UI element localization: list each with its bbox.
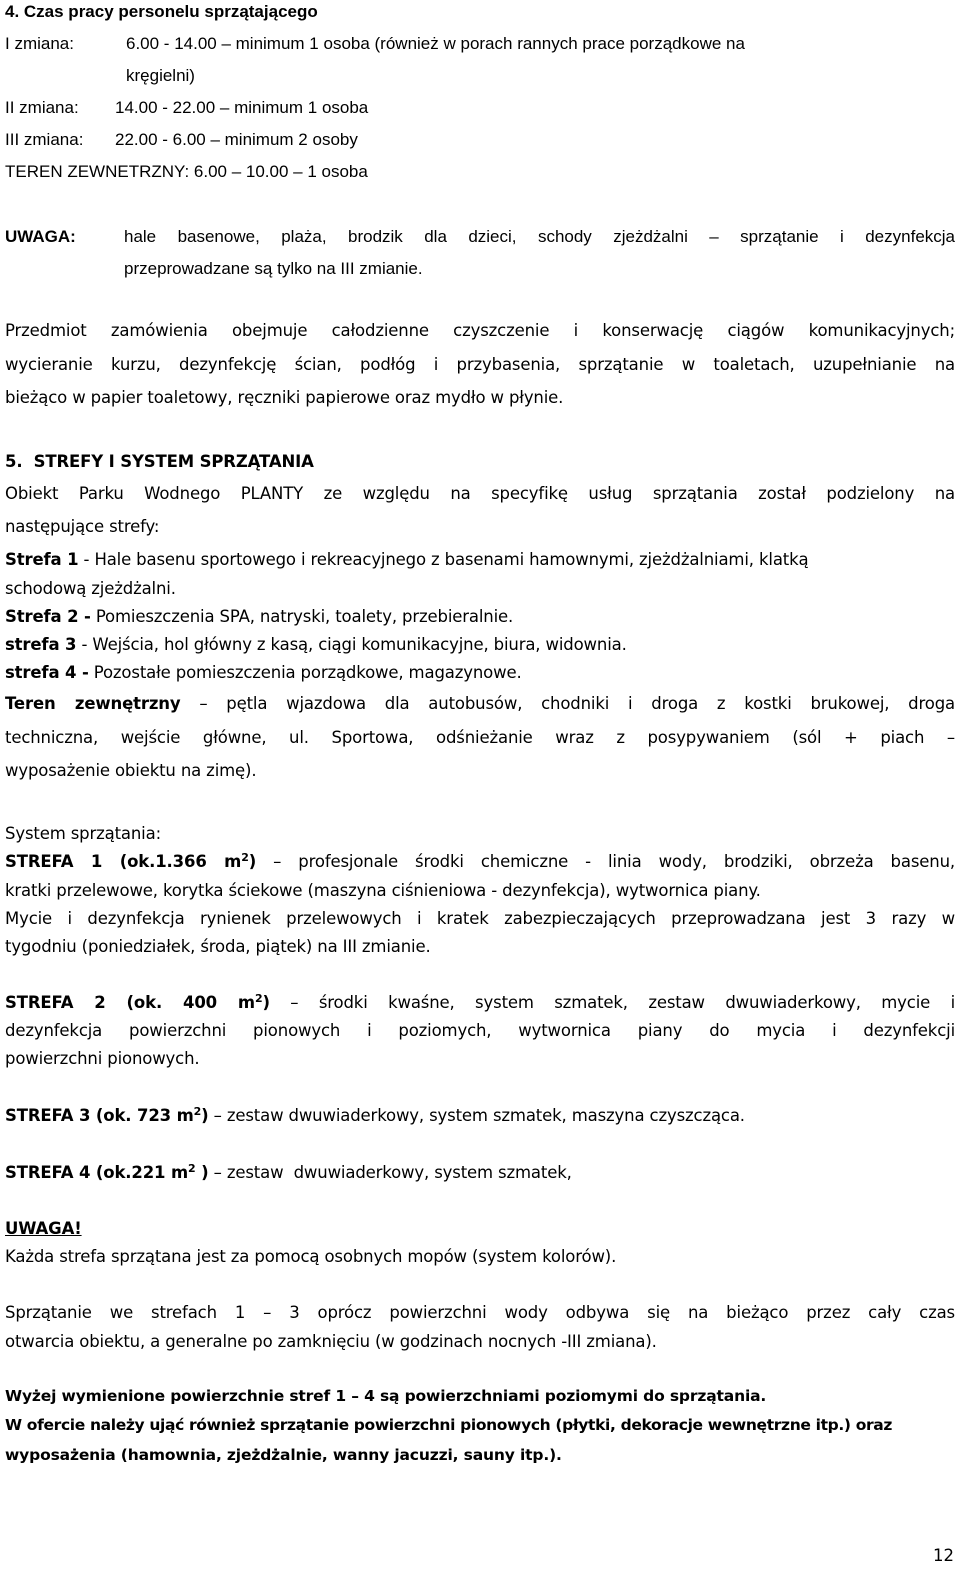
- shift-1-continuation: kręgielni): [126, 66, 195, 85]
- zone-1-sep: -: [78, 550, 95, 569]
- cleaning-line-2: otwarcia obiektu, a generalne po zamknięciu (w godzinach nocnych -III zmiana).: [5, 1332, 657, 1351]
- zone-1-continuation: schodową zjeżdżalni.: [5, 579, 176, 598]
- cleaning-line-1: Sprzątanie we strefach 1 – 3 oprócz powierzchni wody odbywa się na bieżąco przez cały czas: [5, 1303, 955, 1322]
- strefa-1-line-4: tygodniu (poniedziałek, środa, piątek) na III zmianie.: [5, 937, 431, 956]
- shift-outdoor-text: 6.00 – 10.00 – 1 osoba: [193, 162, 368, 181]
- outdoor-zone-line-3: wyposażenie obiektu na zimę).: [5, 761, 257, 780]
- shift-1-text: 6.00 - 14.00 – minimum 1 osoba (również w porach rannych prace porządkowe na: [126, 34, 745, 53]
- section-5-number: 5.: [5, 452, 23, 471]
- shift-2: [5, 97, 368, 119]
- strefa-2-line-1: [5, 992, 955, 1014]
- strefa-3-line: [5, 1105, 745, 1127]
- shift-3: [5, 129, 358, 151]
- strefa-2-label-text: STREFA 2 (ok. 400 m: [5, 993, 255, 1012]
- strefa-1-line-1: [5, 851, 955, 873]
- strefa-2-close: ): [262, 993, 270, 1012]
- shift-3-label: III zmiana:: [5, 130, 84, 149]
- zone-4: [5, 662, 522, 684]
- page-number: 12: [933, 1546, 954, 1565]
- section-5-title: STREFY I SYSTEM SPRZĄTANIA: [33, 452, 314, 471]
- strefa-2-line-2: dezynfekcja powierzchni pionowych i poziomych, wytwornica piany do mycia i dezynfekcji: [5, 1021, 955, 1040]
- outdoor-zone-line-1: [5, 693, 955, 715]
- zone-1-text: Hale basenu sportowego i rekreacyjnego z basenami hamownymi, zjeżdżalniami, klatką: [94, 550, 809, 569]
- strefa-4-label-text: STREFA 4 (ok.221 m: [5, 1163, 189, 1182]
- strefa-4-label: [5, 1163, 209, 1182]
- zone-2: [5, 606, 513, 628]
- strefa-2-text-1: – środki kwaśne, system szmatek, zestaw dwuwiaderkowy, mycie i: [269, 993, 955, 1012]
- strefa-3-sup: 2: [193, 1105, 202, 1118]
- strefa-3-label-text: STREFA 3 (ok. 723 m: [5, 1106, 194, 1125]
- strefa-1-label-text: STREFA 1 (ok.1.366 m: [5, 852, 242, 871]
- note-line-1: Wyżej wymienione powierzchnie stref 1 – 4 są powierzchniami poziomymi do sprzątania.: [5, 1387, 767, 1405]
- strefa-2-label: [5, 993, 270, 1012]
- section-5-heading: [5, 451, 314, 473]
- shift-3-text: 22.00 - 6.00 – minimum 2 osoby: [115, 130, 358, 149]
- shift-outdoor: [5, 161, 368, 183]
- strefa-3-close: ): [201, 1106, 209, 1125]
- strefa-4-text: – zestaw dwuwiaderkowy, system szmatek,: [208, 1163, 572, 1182]
- intro-line-1: Przedmiot zamówienia obejmuje całodzienne czyszczenie i konserwację ciągów komunikacyjnych;: [5, 321, 955, 340]
- uwaga-line-2: przeprowadzane są tylko na III zmianie.: [124, 259, 423, 278]
- shift-outdoor-label: TEREN ZEWNETRZNY:: [5, 162, 190, 181]
- uwaga-line-1: hale basenowe, plaża, brodzik dla dzieci, schody zjeżdżalni – sprzątanie i dezynfekcja: [124, 227, 955, 246]
- zone-3-sep: -: [76, 635, 93, 654]
- outdoor-zone-text-1: – pętla wjazdowa dla autobusów, chodniki i droga z kostki brukowej, droga: [180, 694, 956, 713]
- shift-1: [5, 33, 745, 55]
- outdoor-zone-line-2: techniczna, wejście główne, ul. Sportowa, odśnieżanie wraz z posypywaniem (sól + piach –: [5, 728, 955, 747]
- shift-2-text: 14.00 - 22.00 – minimum 1 osoba: [115, 98, 369, 117]
- strefa-2-sup: 2: [254, 992, 263, 1005]
- section-4-title: 4. Czas pracy personelu sprzątającego: [5, 2, 318, 21]
- note-line-2: W ofercie należy ująć również sprzątanie powierzchni pionowych (płytki, dekoracje wewnętrzne itp.) oraz: [5, 1416, 893, 1434]
- strefa-4-close: ): [195, 1163, 209, 1182]
- zone-4-label: strefa 4 -: [5, 663, 89, 682]
- zone-2-label: Strefa 2 -: [5, 607, 91, 626]
- strefa-1-sup: 2: [241, 851, 249, 864]
- strefa-1-text-1: – profesjonale środki chemiczne - linia wody, brodziki, obrzeża basenu,: [256, 852, 955, 871]
- strefa-1-line-2: kratki przelewowe, korytka ściekowe (maszyna ciśnieniowa - dezynfekcja), wytwornica piany.: [5, 881, 761, 900]
- strefa-1-close: ): [248, 852, 257, 871]
- strefa-3-label: [5, 1106, 209, 1125]
- strefa-4-line: [5, 1162, 572, 1184]
- zone-1: [5, 549, 808, 571]
- uwaga-2-text: Każda strefa sprzątana jest za pomocą osobnych mopów (system kolorów).: [5, 1247, 617, 1266]
- shift-2-label: II zmiana:: [5, 98, 79, 117]
- note-line-3: wyposażenia (hamownia, zjeżdżalnie, wanny jacuzzi, sauny itp.).: [5, 1446, 562, 1464]
- zone-3: [5, 634, 627, 656]
- section-5-intro-2: następujące strefy:: [5, 517, 160, 536]
- intro-line-2: wycieranie kurzu, dezynfekcję ścian, podłóg i przybasenia, sprzątanie w toaletach, uzupełnianie na: [5, 355, 955, 374]
- outdoor-zone-label: Teren zewnętrzny: [5, 694, 181, 713]
- strefa-4-sup: 2: [188, 1162, 196, 1175]
- uwaga-2-label: UWAGA!: [5, 1219, 82, 1238]
- strefa-2-line-3: powierzchni pionowych.: [5, 1049, 200, 1068]
- strefa-3-text: – zestaw dwuwiaderkowy, system szmatek, maszyna czyszcząca.: [208, 1106, 745, 1125]
- shift-1-label: I zmiana:: [5, 34, 74, 53]
- section-5-intro-1: Obiekt Parku Wodnego PLANTY ze względu na specyfikę usług sprzątania został podzielony na: [5, 484, 955, 503]
- zone-3-text: Wejścia, hol główny z kasą, ciągi komunikacyjne, biura, widownia.: [92, 635, 627, 654]
- uwaga-label: UWAGA:: [5, 227, 76, 246]
- strefa-1-line-3: Mycie i dezynfekcja rynienek przelewowych i kratek zabezpieczających przeprowadzana jest 3 razy w: [5, 909, 955, 928]
- system-heading: System sprzątania:: [5, 824, 161, 843]
- intro-line-3: bieżąco w papier toaletowy, ręczniki papierowe oraz mydło w płynie.: [5, 388, 564, 407]
- zone-1-label: Strefa 1: [5, 550, 79, 569]
- zone-4-text: Pozostałe pomieszczenia porządkowe, magazynowe.: [88, 663, 522, 682]
- zone-2-text: Pomieszczenia SPA, natryski, toalety, przebieralnie.: [90, 607, 514, 626]
- zone-3-label: strefa 3: [5, 635, 77, 654]
- strefa-1-label: [5, 852, 256, 871]
